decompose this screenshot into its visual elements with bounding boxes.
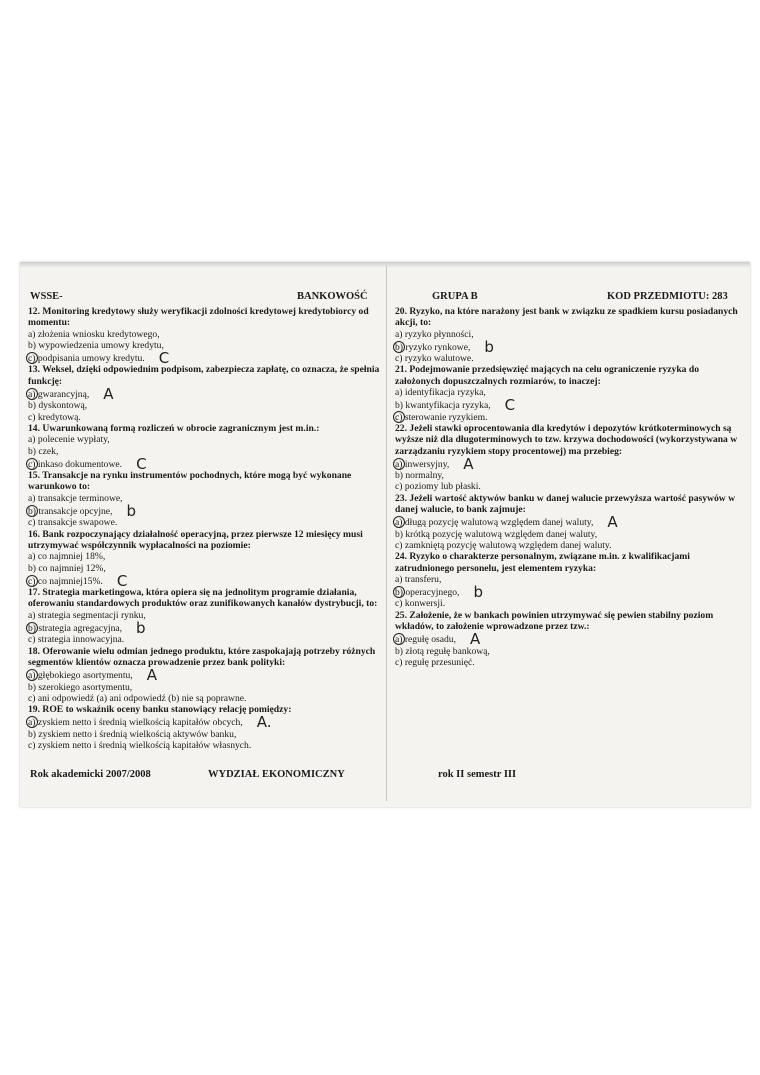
question-text: 13. Weksel, dzięki odpowiednim podpisom, zabezpiecza zapłatę, co oznacza, że spełnia funkcję: (28, 364, 380, 387)
question-12 (28, 306, 380, 368)
question-15 (28, 470, 380, 528)
option-c: c) ani odpowiedź (a) ani odpowiedź (b) nie są poprawne. (28, 692, 247, 704)
question-21 (395, 364, 745, 422)
handwritten-answer: b (136, 619, 146, 638)
handwritten-answer: A (103, 385, 114, 404)
option-c: c) zamkniętą pozycję walutową względem danej waluty. (395, 539, 612, 551)
left-column (28, 306, 380, 751)
option-a: a) gwarancyjną, (28, 389, 90, 401)
option-a: a) głębokiego asortymentu, (28, 670, 133, 682)
option-a: a) polecenie wypłaty, (28, 434, 110, 446)
handwritten-answer: b (484, 337, 494, 356)
handwritten-answer: b (126, 502, 136, 521)
exam-sheet (20, 262, 750, 807)
right-column (395, 306, 745, 668)
handwritten-answer: b (473, 583, 483, 602)
question-text: 25. Założenie, że w bankach powinien utrzymywać się pewien stabilny poziom wkładów, to założenie wprowadzone przez tzw.: (395, 609, 714, 633)
option-b: b) krótką pozycję walutową względem danej waluty, (395, 528, 598, 540)
handwritten-answer: A. (256, 713, 272, 732)
option-c: c) co najmniej15%. (28, 575, 103, 587)
option-c: c) ryzyko walutowe. (395, 353, 474, 365)
question-22 (395, 423, 745, 493)
option-a: a) transakcje terminowe, (28, 492, 123, 504)
question-text: 16. Bank rozpoczynający działalność operacyjną, przez pierwsze 12 miesięcy musi utrzymywać współczynnik wypłacalności na poziomie: (28, 528, 363, 551)
option-c: c) podpisania umowy kredytu. (28, 353, 145, 365)
question-text: 22. Jeżeli stawki oprocentowania dla kredytów i depozytów krótkoterminowych są wyższe niż dla długoterminowych to tzw. krzywa dochodowości (wykorzystywana w zarządzaniu ryzykiem stopy procentowej) ma przebieg: (395, 422, 738, 457)
option-c: c) regułę przesunięć. (395, 656, 475, 668)
question-23 (395, 493, 745, 551)
option-b: b) transakcje opcyjne, (28, 506, 113, 518)
option-b: b) dyskontową, (28, 400, 88, 412)
footer-academic-year: Rok akademicki 2007/2008 (30, 769, 151, 780)
handwritten-answer: A (463, 454, 474, 473)
option-b: b) szerokiego asortymentu, (28, 681, 133, 693)
question-text: 18. Oferowanie wielu odmian jednego produktu, które zaspokajają potrzeby różnych segmentów klientów oznacza prowadzenie przez bank polityki: (28, 645, 376, 668)
question-20 (395, 306, 745, 364)
option-c: c) zyskiem netto i średnią wielkością kapitałów własnych. (28, 739, 252, 751)
option-a: a) złożenia wniosku kredytowego, (28, 328, 160, 340)
option-a: a) strategia segmentacji rynku, (28, 609, 146, 621)
handwritten-answer: A (607, 513, 618, 532)
option-b: b) ryzyko rynkowe, (395, 341, 471, 353)
option-a: a) długą pozycję walutową względem danej waluty, (395, 517, 594, 529)
question-text: 12. Monitoring kredytowy służy weryfikacji zdolności kredytowej kredytobiorcy od momentu: (28, 306, 369, 329)
option-b: b) kwantyfikacja ryzyka, (395, 400, 491, 412)
handwritten-answer: C (136, 454, 147, 473)
page-fold (386, 266, 387, 801)
question-text: 23. Jeżeli wartość aktywów banku w danej walucie przewyższa wartość pasywów w danej walucie, to bank zajmuje: (395, 492, 736, 516)
option-a: a) regułę osadu, (395, 634, 457, 646)
question-text: 21. Podejmowanie przedsięwzięć mających na celu ograniczenie ryzyka do założonych dopuszczalnych rozmiarów, to inaczej: (395, 364, 700, 387)
question-text: 15. Transakcje na rynku instrumentów pochodnych, które mogą być wykonane warunkowo to: (28, 470, 352, 493)
footer-semester: rok II semestr III (438, 769, 517, 780)
header-school: WSSE- (30, 291, 63, 302)
option-b: b) zyskiem netto i średnią wielkością aktywów banku, (28, 728, 237, 740)
option-c: c) poziomy lub płaski. (395, 481, 481, 493)
question-13 (28, 364, 380, 422)
header-subject: BANKOWOŚĆ (297, 291, 368, 302)
option-c: c) konwersji. (395, 598, 446, 610)
option-a: a) zyskiem netto i średnią wielkością kapitałów obcych, (28, 717, 243, 729)
footer-faculty: WYDZIAŁ EKONOMICZNY (208, 769, 345, 780)
handwritten-answer: A (470, 630, 481, 649)
handwritten-answer: A (146, 666, 157, 685)
handwritten-answer: C (504, 396, 516, 415)
option-b: b) operacyjnego, (395, 587, 460, 599)
question-14 (28, 422, 380, 473)
question-19 (28, 704, 380, 751)
option-a: a) ryzyko płynności, (395, 328, 474, 340)
question-text: 17. Strategia marketingowa, która opiera się na jednolitym programie działania, oferowaniu standardowych produktów oraz zunifikowanych kanałów dystrybucji, to: (28, 587, 378, 610)
question-text: 20. Ryzyko, na które narażony jest bank w związku ze spadkiem kursu posiadanych akcji, to: (395, 306, 738, 329)
question-text: 14. Uwarunkowaną formą rozliczeń w obrocie zagranicznym jest m.in.: (28, 422, 320, 434)
header-group: GRUPA B (432, 291, 478, 302)
option-a: a) co najmniej 18%, (28, 551, 106, 563)
question-text: 24. Ryzyko o charakterze personalnym, związane m.in. z kwalifikacjami zatrudnionego personelu, jest elementem ryzyka: (395, 551, 690, 574)
option-c: c) strategia innowacyjna. (28, 634, 125, 646)
option-a: a) inwersyjny, (395, 458, 450, 470)
question-16 (28, 528, 380, 590)
question-18 (28, 646, 380, 704)
option-b: b) strategia agregacyjna, (28, 623, 123, 635)
question-17 (28, 587, 380, 645)
question-24 (395, 551, 745, 609)
question-25 (395, 610, 745, 668)
header-course-code: KOD PRZEDMIOTU: 283 (607, 291, 728, 302)
option-c: c) transakcje swapowe. (28, 517, 118, 529)
option-b: b) co najmniej 12%, (28, 562, 106, 574)
option-b: b) normalny, (395, 470, 444, 482)
option-c: c) inkaso dokumentowe. (28, 458, 123, 470)
question-text: 19. ROE to wskaźnik oceny banku stanowiący relację pomiędzy: (28, 704, 292, 716)
option-c: c) kredytową. (28, 411, 81, 423)
option-b: b) złotą regułę bankową, (395, 645, 490, 657)
handwritten-answer: C (158, 349, 170, 368)
option-b: b) czek, (28, 445, 59, 457)
option-a: a) transferu, (395, 573, 442, 585)
handwritten-answer: C (116, 571, 128, 590)
option-c: c) sterowanie ryzykiem. (395, 411, 488, 423)
option-b: b) wypowiedzenia umowy kredytu, (28, 339, 164, 351)
option-a: a) identyfikacja ryzyka, (395, 387, 486, 399)
